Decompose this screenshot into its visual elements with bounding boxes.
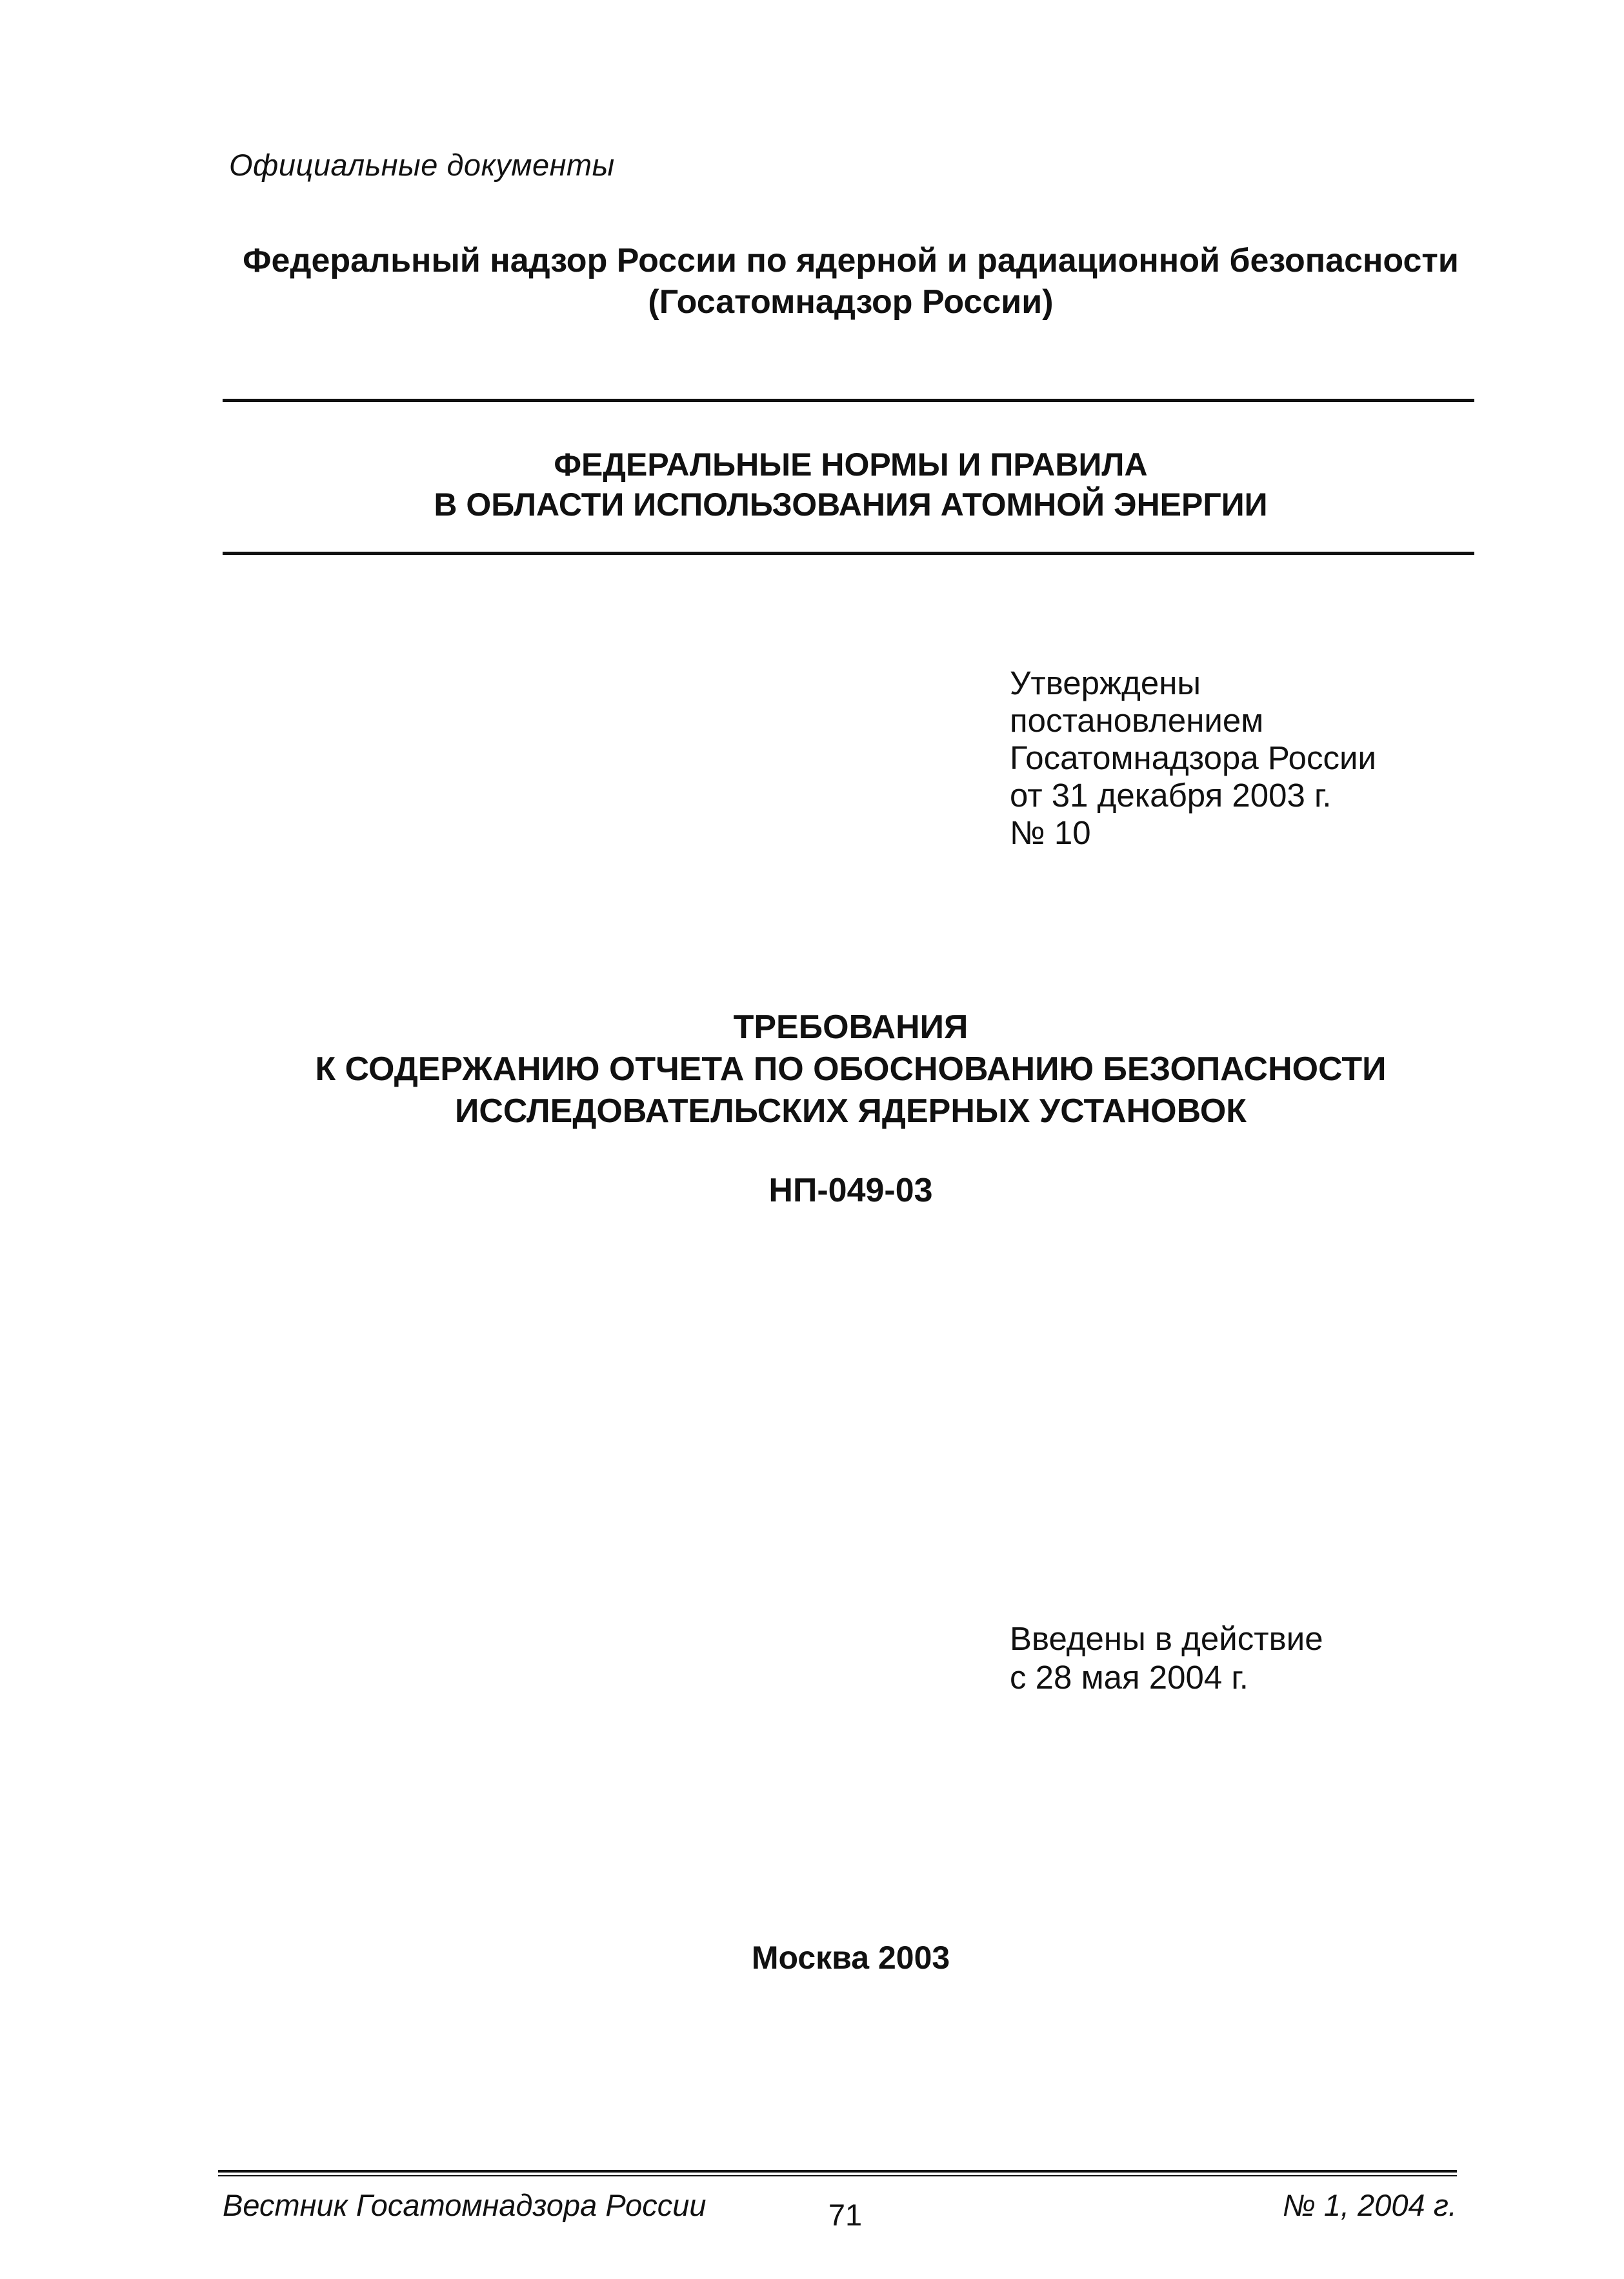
footer-divider [218, 2170, 1457, 2173]
document-code: НП-049-03 [768, 1172, 933, 1209]
document-title-line3: ИССЛЕДОВАТЕЛЬСКИХ ЯДЕРНЫХ УСТАНОВОК [454, 1092, 1247, 1130]
document-title-line2: К СОДЕРЖАНИЮ ОТЧЕТА ПО ОБОСНОВАНИЮ БЕЗОПАСНОСТИ [315, 1050, 1387, 1088]
page-number: 71 [828, 2198, 863, 2232]
approval-line: Утверждены [1010, 665, 1201, 701]
effective-date-block [1010, 1620, 1323, 1697]
footer-issue: № 1, 2004 г. [1282, 2188, 1457, 2222]
approval-block [1010, 665, 1376, 852]
approval-line: от 31 декабря 2003 г. [1010, 777, 1332, 814]
approval-line: Госатомнадзора России [1010, 739, 1376, 776]
top-divider [223, 399, 1474, 402]
agency-short-name: (Госатомнадзор России) [648, 283, 1054, 321]
document-title-line1: ТРЕБОВАНИЯ [733, 1009, 968, 1046]
header-section-label: Официальные документы [229, 148, 615, 182]
effective-line: Введены в действие [1010, 1620, 1323, 1657]
approval-line: № 10 [1010, 814, 1091, 851]
approval-line: постановлением [1010, 702, 1264, 739]
agency-name: Федеральный надзор России по ядерной и радиационной безопасности [243, 242, 1459, 279]
norms-heading-line1: ФЕДЕРАЛЬНЫЕ НОРМЫ И ПРАВИЛА [554, 447, 1148, 483]
norms-heading-line2: В ОБЛАСТИ ИСПОЛЬЗОВАНИЯ АТОМНОЙ ЭНЕРГИИ [434, 487, 1268, 523]
place-year: Москва 2003 [751, 1940, 950, 1976]
bottom-divider [223, 552, 1474, 555]
effective-line: с 28 мая 2004 г. [1010, 1659, 1248, 1696]
footer-divider-thin [218, 2175, 1457, 2176]
footer-journal: Вестник Госатомнадзора России [223, 2188, 707, 2222]
